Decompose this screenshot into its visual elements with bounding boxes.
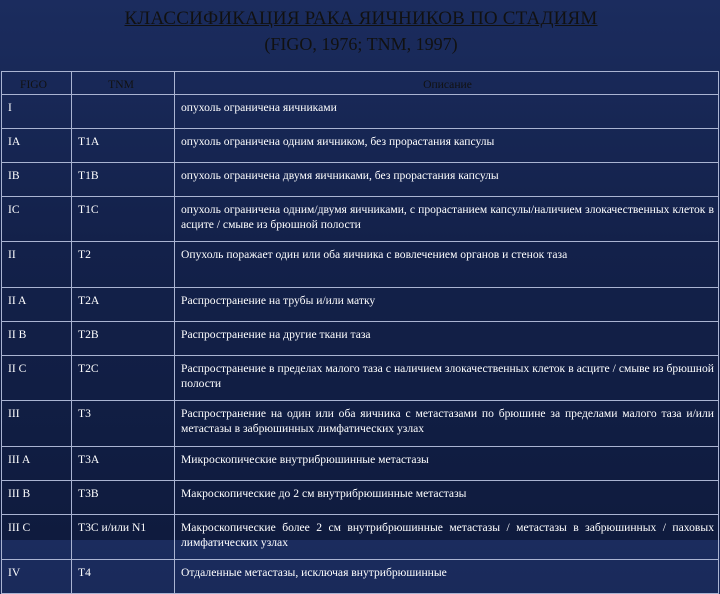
cell-description: Распространение на другие ткани таза: [175, 322, 719, 356]
cell-tnm: T1C: [72, 197, 175, 242]
cell-description: Микроскопические внутрибрюшинные метастазы: [175, 447, 719, 481]
table-row: [2, 163, 719, 197]
table-row: [2, 447, 719, 481]
cell-description: Распространение на трубы и/или матку: [175, 288, 719, 322]
header-description: Описание: [175, 72, 719, 95]
cell-description: Опухоль поражает один или оба яичника с вовлечением органов и стенок таза: [175, 242, 719, 288]
cell-figo: III C: [2, 515, 72, 560]
slide-title: [0, 8, 720, 55]
cell-figo: IB: [2, 163, 72, 197]
header-tnm: TNM: [72, 72, 175, 95]
cell-tnm: T1A: [72, 129, 175, 163]
cell-description: опухоль ограничена одним/двумя яичниками, с прорастанием капсулы/наличием злокачественных клеток в асците / смыве из брюшной полости: [175, 197, 719, 242]
title-subtitle: (FIGO, 1976; TNM, 1997): [264, 34, 458, 54]
table-row: [2, 129, 719, 163]
cell-tnm: T3: [72, 401, 175, 447]
table-row: [2, 401, 719, 447]
table-row: [2, 356, 719, 401]
cell-description: Отдаленные метастазы, исключая внутрибрюшинные: [175, 560, 719, 594]
cell-tnm: T2C: [72, 356, 175, 401]
cell-tnm: T2A: [72, 288, 175, 322]
cell-figo: II C: [2, 356, 72, 401]
table-header-row: [2, 72, 719, 95]
cell-description: опухоль ограничена одним яичником, без прорастания капсулы: [175, 129, 719, 163]
cell-description: опухоль ограничена яичниками: [175, 95, 719, 129]
staging-table: [1, 71, 719, 594]
table-row: [2, 515, 719, 560]
cell-description: Макроскопические до 2 см внутрибрюшинные метастазы: [175, 481, 719, 515]
header-figo: FIGO: [2, 72, 72, 95]
cell-figo: II: [2, 242, 72, 288]
cell-figo: IC: [2, 197, 72, 242]
cell-tnm: T1B: [72, 163, 175, 197]
cell-figo: II B: [2, 322, 72, 356]
table-row: [2, 288, 719, 322]
cell-tnm: T2B: [72, 322, 175, 356]
cell-tnm: T3B: [72, 481, 175, 515]
table-row: [2, 560, 719, 594]
table-row: [2, 242, 719, 288]
cell-figo: III: [2, 401, 72, 447]
cell-tnm: [72, 95, 175, 129]
title-main: КЛАССИФИКАЦИЯ РАКА ЯИЧНИКОВ ПО СТАДИЯМ: [124, 8, 598, 29]
cell-figo: I: [2, 95, 72, 129]
cell-figo: II A: [2, 288, 72, 322]
table-row: [2, 481, 719, 515]
cell-figo: III B: [2, 481, 72, 515]
cell-tnm: T3A: [72, 447, 175, 481]
table-row: [2, 197, 719, 242]
cell-tnm: T3C и/или N1: [72, 515, 175, 560]
cell-figo: IV: [2, 560, 72, 594]
cell-description: Распространение на один или оба яичника с метастазами по брюшине за пределами малого таза и/или метастазы в забрюшинных лимфатических узлах: [175, 401, 719, 447]
cell-figo: IA: [2, 129, 72, 163]
cell-tnm: T2: [72, 242, 175, 288]
cell-description: опухоль ограничена двумя яичниками, без прорастания капсулы: [175, 163, 719, 197]
table-row: [2, 322, 719, 356]
cell-figo: III A: [2, 447, 72, 481]
table-row: [2, 95, 719, 129]
cell-tnm: T4: [72, 560, 175, 594]
cell-description: Макроскопические более 2 см внутрибрюшинные метастазы / метастазы в забрюшинных / паховых лимфатических узлах: [175, 515, 719, 560]
cell-description: Распространение в пределах малого таза с наличием злокачественных клеток в асците / смыве из брюшной полости: [175, 356, 719, 401]
